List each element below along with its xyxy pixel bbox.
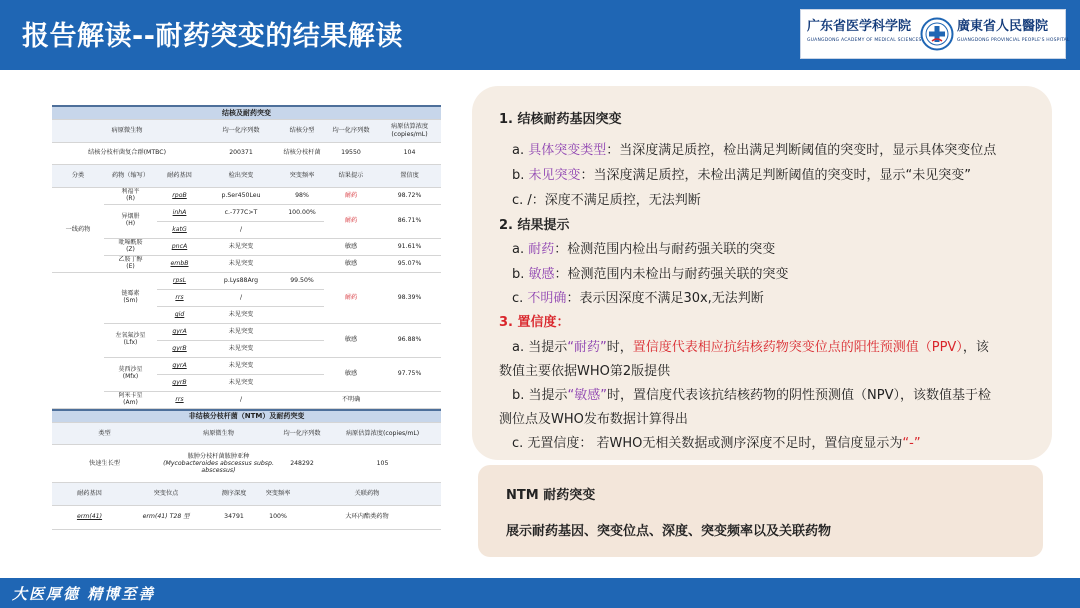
mutation-cell: 未见突变	[202, 323, 280, 340]
freq-cell	[280, 255, 324, 272]
interpretation-panel	[472, 86, 1052, 460]
ntm-reads: 248292	[280, 445, 324, 483]
drug-cell	[104, 187, 157, 204]
drug-abbr: (R)	[126, 194, 135, 202]
result-cell: 敏感	[324, 238, 378, 255]
freq-cell	[280, 221, 324, 238]
item-key: 未见突变	[528, 168, 581, 183]
tb-head-conc: 病原估算浓度(copies/mL)	[378, 119, 441, 142]
result-cell: 敏感	[324, 323, 378, 357]
tb-section-title: 结核及耐药突变	[52, 106, 441, 119]
ntm-pathogen-latin: (Mycobacteroides abscessus subsp. abscessus)	[163, 459, 274, 475]
drug-abbr: (Z)	[126, 245, 135, 253]
gene-cell: gyrA	[157, 323, 202, 340]
ntm-panel	[478, 465, 1043, 557]
conf-ppv-text: 置信度代表相应抗结核药物突变位点的阳性预测值（PPV）	[632, 340, 963, 355]
slide-title: 报告解读--耐药突变的结果解读	[22, 21, 403, 52]
table-row	[52, 204, 441, 221]
result-cell: 耐药	[324, 272, 378, 323]
tb-head-pathogen: 病原微生物	[52, 119, 202, 142]
gene-cell: katG	[157, 221, 202, 238]
conf-text: a. 当提示	[512, 340, 568, 355]
drug-name: 莫西沙星	[118, 366, 143, 374]
freq-cell: 99.50%	[280, 272, 324, 289]
mutation-cell: /	[202, 221, 280, 238]
resistance-rows	[52, 187, 441, 408]
drug-name: 吡嗪酰胺	[118, 238, 143, 246]
gene-cell: embB	[157, 255, 202, 272]
conf-key: “敏感”	[567, 388, 608, 403]
table-row	[52, 323, 441, 340]
drug-cell	[104, 204, 157, 238]
freq-cell: 100.00%	[280, 204, 324, 221]
ntm-res-gene: erm(41)	[52, 505, 127, 529]
tb-pathogen-type: 结核分枝杆菌	[280, 142, 324, 164]
ntm-res-head-freq: 突变频率	[263, 483, 293, 505]
item-prefix: b.	[512, 168, 529, 183]
logo-hospital-cn: 廣東省人民醫院	[957, 19, 1049, 34]
ntm-pathogen	[157, 445, 280, 483]
conf-cell: 91.61%	[378, 238, 441, 255]
logo-academy-cn: 广东省医学科学院	[807, 19, 912, 34]
ntm-head-type: 类型	[52, 423, 157, 445]
mutation-cell: 未见突变	[202, 340, 280, 357]
drug-name: 乙胺丁醇	[118, 255, 143, 263]
mutation-cell: p.Lys88Arg	[202, 272, 280, 289]
conf-cell	[378, 391, 441, 408]
freq-cell	[280, 340, 324, 357]
res-head-class: 分类	[52, 164, 104, 187]
conf-resistant-line2: 数值主要依据WHO第2版提供	[499, 364, 671, 379]
drug-cell	[104, 391, 157, 408]
item-not-qc: c. /：深度不满足质控，无法判断	[512, 193, 701, 208]
res-head-freq: 突变频率	[280, 164, 324, 187]
ntm-res-head-depth: 测序深度	[205, 483, 263, 505]
table-row	[52, 357, 441, 374]
conf-text: b. 当提示	[512, 388, 568, 403]
item-no-mutation	[512, 164, 971, 183]
conf-text: 时，	[606, 340, 633, 355]
freq-cell	[280, 391, 324, 408]
ntm-res-freq: 100%	[263, 505, 293, 529]
section1-title: 1. 结核耐药基因突变	[499, 112, 622, 127]
drug-abbr: (Mfx)	[122, 373, 139, 380]
mutation-cell: 未见突变	[202, 374, 280, 391]
item-prefix: c.	[512, 291, 528, 306]
gene-cell: rrs	[157, 289, 202, 306]
hospital-logo	[800, 9, 1070, 59]
tb-head-type: 结核分型	[280, 119, 324, 142]
item-key: 敏感	[528, 267, 555, 282]
gene-cell: rrs	[157, 391, 202, 408]
drug-cell	[104, 357, 157, 391]
mutation-cell: /	[202, 289, 280, 306]
ntm-res-site: erm(41) T28 型	[127, 505, 205, 529]
drug-cell	[104, 323, 157, 357]
ntm-panel-body: 展示耐药基因、突变位点、深度、突变频率以及关联药物	[506, 524, 832, 539]
conf-cell: 86.71%	[378, 204, 441, 238]
item-prefix: a.	[512, 143, 529, 158]
item-specific-mutation	[512, 139, 996, 158]
ntm-res-head-site: 突变位点	[127, 483, 205, 505]
drug-cell	[104, 272, 157, 323]
freq-cell	[280, 374, 324, 391]
conf-text: 时，置信度代表该抗结核药物的阴性预测值（NPV），该数值基于检	[607, 388, 991, 403]
ntm-head-conc: 病原估算浓度(copies/mL)	[324, 423, 441, 445]
ntm-res-drug: 大环内酯类药物	[293, 505, 441, 529]
ntm-panel-title: NTM 耐药突变	[506, 488, 596, 503]
gene-cell: rpsL	[157, 272, 202, 289]
gene-cell: gyrB	[157, 340, 202, 357]
conf-text: c. 无置信度： 若WHO无相关数据或测序深度不足时，置信度显示为	[512, 436, 903, 451]
table-row	[52, 238, 441, 255]
footer-bar	[0, 578, 1080, 608]
conf-key: “-”	[902, 436, 921, 451]
gene-cell: gid	[157, 306, 202, 323]
gene-cell: rpoB	[157, 187, 202, 204]
res-head-mutation: 检出突变	[202, 164, 280, 187]
hospital-emblem-icon	[920, 17, 954, 51]
ntm-conc: 105	[324, 445, 441, 483]
result-cell: 耐药	[324, 204, 378, 238]
drug-name: 链霉素	[121, 289, 140, 297]
drug-class-cell: 一线药物	[52, 187, 104, 272]
drug-abbr: (Lfx)	[123, 339, 138, 346]
res-head-gene: 耐药基因	[157, 164, 202, 187]
logo-hospital	[957, 15, 1070, 43]
result-cell: 不明确	[324, 391, 378, 408]
logo-hospital-en: GUANGDONG PROVINCIAL PEOPLE'S HOSPITAL	[957, 38, 1070, 43]
freq-cell	[280, 306, 324, 323]
ntm-res-head-gene: 耐药基因	[52, 483, 127, 505]
table-row	[52, 391, 441, 408]
conf-key: “耐药”	[567, 340, 607, 355]
ntm-table	[52, 409, 441, 484]
item-text: ：检测范围内未检出与耐药强关联的突变	[554, 267, 789, 282]
drug-name: 异烟肼	[121, 213, 140, 221]
conf-cell: 97.75%	[378, 357, 441, 391]
ntm-head-pathogen: 病原微生物	[157, 423, 280, 445]
ntm-type: 快速生长型	[52, 445, 157, 483]
mutation-cell: 未见突变	[202, 357, 280, 374]
drug-name: 左氧氟沙星	[115, 332, 146, 340]
conf-sensitive-line2: 测位点及WHO发布数据计算得出	[499, 412, 688, 427]
conf-sensitive-line1	[512, 384, 991, 403]
tb-pathogen-name: 结核分枝杆菌复合群(MTBC)	[52, 142, 202, 164]
res-head-result: 结果提示	[324, 164, 378, 187]
table-row	[52, 272, 441, 289]
table-row	[52, 187, 441, 204]
gene-cell: pncA	[157, 238, 202, 255]
item-text: ：检测范围内检出与耐药强关联的突变	[554, 242, 776, 257]
res-head-conf: 置信度	[378, 164, 441, 187]
conf-text: ，该	[962, 340, 989, 355]
gene-cell: inhA	[157, 204, 202, 221]
item-key: 具体突变类型	[528, 143, 607, 158]
freq-cell	[280, 289, 324, 306]
item-prefix: b.	[512, 267, 529, 282]
item-text: ：表示因深度不满足30x,无法判断	[566, 291, 764, 306]
drug-abbr: (E)	[126, 262, 135, 270]
footer-motto: 大医厚德 精博至善	[12, 585, 156, 603]
ntm-res-depth: 34791	[205, 505, 263, 529]
section2-title: 2. 结果提示	[499, 218, 570, 233]
mutation-cell: p.Ser450Leu	[202, 187, 280, 204]
freq-cell	[280, 357, 324, 374]
ntm-section-title: 非结核分枝杆菌（NTM）及耐药突变	[52, 410, 441, 423]
freq-cell	[280, 323, 324, 340]
conf-cell: 95.07%	[378, 255, 441, 272]
mutation-cell: 未见突变	[202, 306, 280, 323]
result-cell: 耐药	[324, 187, 378, 204]
conf-resistant-line1	[512, 336, 989, 355]
header-bar	[0, 0, 1080, 70]
tb-pathogen-reads: 200371	[202, 142, 280, 164]
item-key: 耐药	[528, 242, 555, 257]
gene-cell: gyrB	[157, 374, 202, 391]
ntm-res-head-drug: 关联药物	[293, 483, 441, 505]
item-key: 不明确	[527, 291, 567, 306]
conf-none-line	[512, 432, 921, 451]
tb-pathogen-conc: 104	[378, 142, 441, 164]
section3-title: 3. 置信度：	[499, 315, 570, 330]
gene-cell: gyrA	[157, 357, 202, 374]
mutation-cell: c.-777C>T	[202, 204, 280, 221]
item-text: ：当深度满足质控，未检出满足判断阈值的突变时，显示“未见突变”	[580, 168, 972, 183]
tb-head-reads2: 均一化序列数	[324, 119, 378, 142]
drug-class-cell	[52, 272, 104, 408]
drug-name: 利福平	[121, 187, 140, 195]
conf-cell: 96.88%	[378, 323, 441, 357]
drug-abbr: (Am)	[123, 398, 138, 406]
logo-academy	[807, 15, 922, 43]
item-text: ：当深度满足质控，检出满足判断阈值的突变时，显示具体突变位点	[606, 143, 997, 158]
ntm-pathogen-cn: 脓肿分枝杆菌脓肿亚种	[187, 452, 250, 460]
freq-cell	[280, 238, 324, 255]
tb-table	[52, 105, 441, 409]
drug-name: 阿米卡星	[118, 391, 143, 399]
drug-abbr: (H)	[125, 220, 136, 227]
item-resistant	[512, 238, 775, 257]
table-row	[52, 255, 441, 272]
conf-cell: 98.72%	[378, 187, 441, 204]
tb-pathogen-reads2: 19550	[324, 142, 378, 164]
logo-academy-en: GUANGDONG ACADEMY OF MEDICAL SCIENCES	[807, 38, 922, 43]
mutation-cell: 未见突变	[202, 255, 280, 272]
drug-abbr: (Sm)	[123, 296, 138, 304]
ntm-res-table	[52, 483, 441, 530]
item-unclear	[512, 287, 764, 306]
ntm-head-reads: 均一化序列数	[280, 423, 324, 445]
drug-cell	[104, 238, 157, 255]
res-head-drug: 药物（缩写）	[104, 164, 157, 187]
freq-cell: 98%	[280, 187, 324, 204]
mutation-cell: 未见突变	[202, 238, 280, 255]
item-prefix: a.	[512, 242, 529, 257]
result-cell: 敏感	[324, 357, 378, 391]
result-cell: 敏感	[324, 255, 378, 272]
item-sensitive	[512, 263, 789, 282]
conf-cell: 98.39%	[378, 272, 441, 323]
mutation-cell: /	[202, 391, 280, 408]
tb-head-reads: 均一化序列数	[202, 119, 280, 142]
drug-cell	[104, 255, 157, 272]
report-excerpt	[52, 105, 441, 545]
